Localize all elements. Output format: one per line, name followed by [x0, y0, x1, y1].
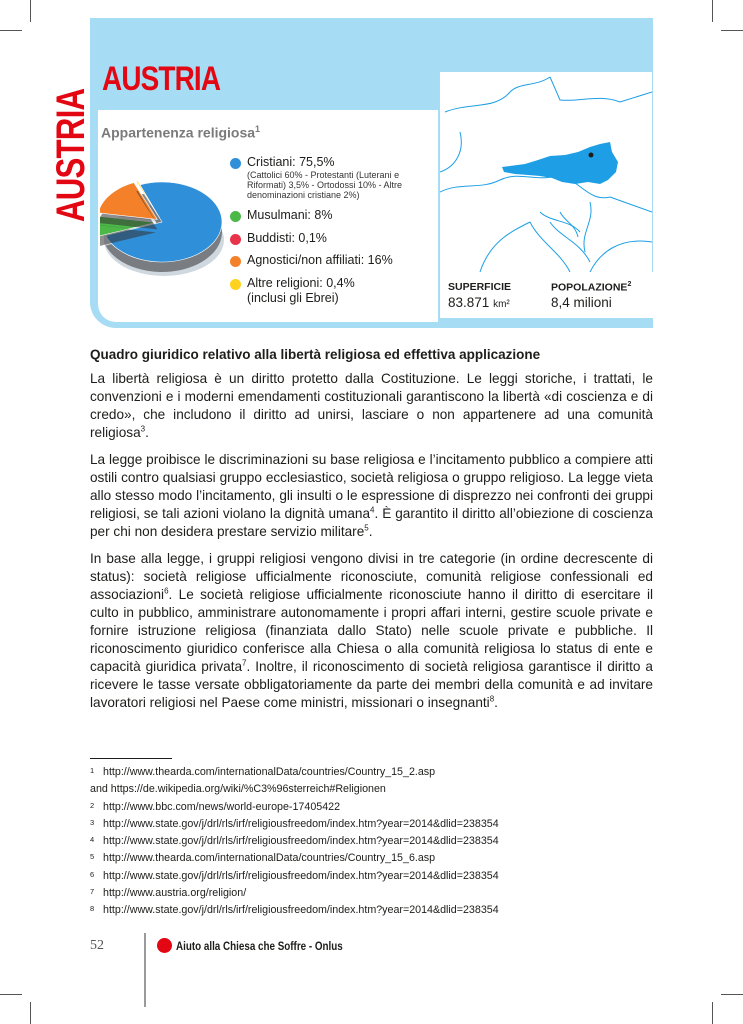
footnote: 3 http://www.state.gov/j/drl/rls/irf/religiousfreedom/index.htm?year=2014&dlid=238354 [90, 817, 499, 830]
legend-item [247, 208, 332, 223]
crop-mark [712, 0, 713, 22]
section-heading: Quadro giuridico relativo alla libertà religiosa ed effettiva applicazione [90, 347, 541, 362]
area-value: 83.871 km² [448, 295, 510, 310]
crop-mark [721, 994, 743, 995]
religion-heading: Appartenenza religiosa$^1$ [101, 124, 261, 141]
footnote-divider [90, 758, 172, 759]
crop-mark [0, 994, 22, 995]
footnote: 5 http://www.thearda.com/internationalData/countries/Country_15_6.asp [90, 852, 436, 865]
legend-label: Buddisti: 0,1% [247, 231, 327, 245]
vienna-marker [589, 153, 594, 158]
stats-box [440, 272, 653, 318]
footnote: 4 http://www.state.gov/j/drl/rls/irf/religiousfreedom/index.htm?year=2014&dlid=238354 [90, 835, 499, 848]
footnote-ref: 6 [164, 586, 169, 596]
area-label: SUPERFICIE [448, 281, 512, 293]
main-text [90, 347, 653, 721]
legend-swatch [230, 234, 241, 245]
crop-mark [721, 30, 743, 31]
population-label: POPOLAZIONE$^2$ [551, 281, 632, 294]
paragraph: In base alla legge, i gruppi religiosi vengono divisi in tre categorie (in ordine decrescente di status): società religiose ufficialmente riconosciute, comunità religiose confessionali ed associazioni$^6$. Le società religiose ufficialmente riconosciute hanno il diritto di esercitare il culto in pubblico, amministrare autonomamente i propri affari interni, gestire scuole private e fornire istruzione religiosa (finanziata dallo Stato) nelle scuole private e pubbliche. Il riconoscimento giuridico conferisce alla Chiesa o alla comunità religiosa lo status di ente e capacità giuridica privata$^7$. Inoltre, il riconoscimento di società religiosa garantisce il diritto a ricevere le tasse versate obbligatoriamente da parte dei membri della comunità e ad invitare lavoratori religiosi nel Paese come ministri, missionari o insegnanti$^8$. [90, 551, 653, 710]
crop-mark [30, 1002, 31, 1024]
footnote-ref: 1 [255, 124, 261, 134]
footnote-ref: 3 [140, 424, 146, 434]
footnote-link[interactable]: http://www.thearda.com/internationalData/countries/Country_15_2.asp [103, 766, 436, 778]
paragraph: La libertà religiosa è un diritto protetto dalla Costituzione. Le leggi storiche, i trattati, le convenzioni e i moderni emendamenti costituzionali garantiscono la libertà «di coscienza e di credo», che includono il diritto ad unirsi, lasciare o non appartenere ad una comunità religiosa$^3$. [90, 371, 653, 440]
legend-item [247, 253, 393, 268]
legend-swatch [230, 256, 241, 267]
footnote-link[interactable]: http://www.bbc.com/news/world-europe-17405422 [103, 800, 341, 813]
legend-note: (inclusi gli Ebrei) [247, 291, 339, 305]
crop-mark [712, 1002, 713, 1024]
footnote-link[interactable]: http://www.austria.org/religion/ [103, 887, 247, 900]
page-title: AUSTRIA [102, 60, 221, 98]
footnote-ref: 4 [370, 505, 375, 515]
austria-map [440, 72, 652, 272]
legend-swatch [230, 279, 241, 290]
crop-mark [30, 0, 31, 22]
side-country-label: AUSTRIA [49, 88, 93, 223]
footnote-link[interactable]: http://www.state.gov/j/drl/rls/irf/religiousfreedom/index.htm?year=2014&dlid=238354 [103, 835, 499, 848]
page-number: 52 [90, 938, 104, 953]
area-unit: km² [493, 299, 510, 310]
footnote-link[interactable]: http://www.state.gov/j/drl/rls/irf/religiousfreedom/index.htm?year=2014&dlid=238354 [103, 869, 499, 882]
legend-swatch [230, 211, 241, 222]
footnote-link[interactable]: http://www.state.gov/j/drl/rls/irf/religiousfreedom/index.htm?year=2014&dlid=238354 [103, 817, 499, 830]
legend-label: Altre religioni: 0,4% [247, 276, 355, 290]
org-logo-icon [157, 938, 172, 953]
legend-item [247, 276, 355, 306]
legend-item [247, 231, 327, 246]
legend-label: Agnostici/non affiliati: 16% [247, 253, 393, 267]
legend-item [247, 155, 417, 200]
footnotes [90, 764, 653, 920]
legend-label: Musulmani: 8% [247, 208, 333, 222]
legend-label: Cristiani: 75,5% [247, 155, 335, 169]
footnote-link[interactable]: http://www.state.gov/j/drl/rls/irf/religiousfreedom/index.htm?year=2014&dlid=238354 [103, 904, 499, 917]
footnote-link[interactable]: http://www.thearda.com/internationalData/countries/Country_15_6.asp [103, 852, 436, 865]
legend-swatch [230, 158, 241, 169]
footnote: 1 http://www.thearda.com/internationalData/countries/Country_15_2.asp [90, 766, 436, 778]
footer-divider [144, 933, 146, 1007]
footnote-ref: 8 [489, 694, 495, 704]
population-value: 8,4 milioni [551, 295, 612, 310]
paragraph: La legge proibisce le discriminazioni su base religiosa e l’incitamento pubblico a compiere atti ostili contro qualsiasi gruppo ecclesiastico, società religiosa o gruppo religioso. La legge vieta allo stesso modo l’incitamento, gli insulti o le espressione di disprezzo nei confronti dei gruppi religiosi, se tali azioni violano la dignità umana$^4$. È garantito il diritto all’obiezione di coscienza per chi non desidera prestare servizio militare$^5$. [90, 452, 653, 539]
org-name: Aiuto alla Chiesa che Soffre - Onlus [176, 939, 343, 953]
religion-pie-chart [100, 150, 236, 286]
footnote-ref: 5 [364, 523, 369, 533]
footnote-link[interactable]: and https://de.wikipedia.org/wiki/%C3%96sterreich#Religionen [90, 783, 386, 796]
footnote: 8 http://www.state.gov/j/drl/rls/irf/religiousfreedom/index.htm?year=2014&dlid=238354 [90, 904, 499, 917]
footnote: 6 http://www.state.gov/j/drl/rls/irf/religiousfreedom/index.htm?year=2014&dlid=238354 [90, 869, 499, 882]
footnote-ref: 7 [242, 658, 247, 668]
legend-note: (Cattolici 60% - Protestanti (Luterani e Riformati) 3,5% - Ortodossi 10% - Altre denominazioni cristiane 2%) [247, 170, 403, 200]
footnote: 2 http://www.bbc.com/news/world-europe-17405422 [90, 800, 341, 813]
crop-mark [0, 30, 22, 31]
footnote: 7 http://www.austria.org/religion/ [90, 887, 247, 900]
